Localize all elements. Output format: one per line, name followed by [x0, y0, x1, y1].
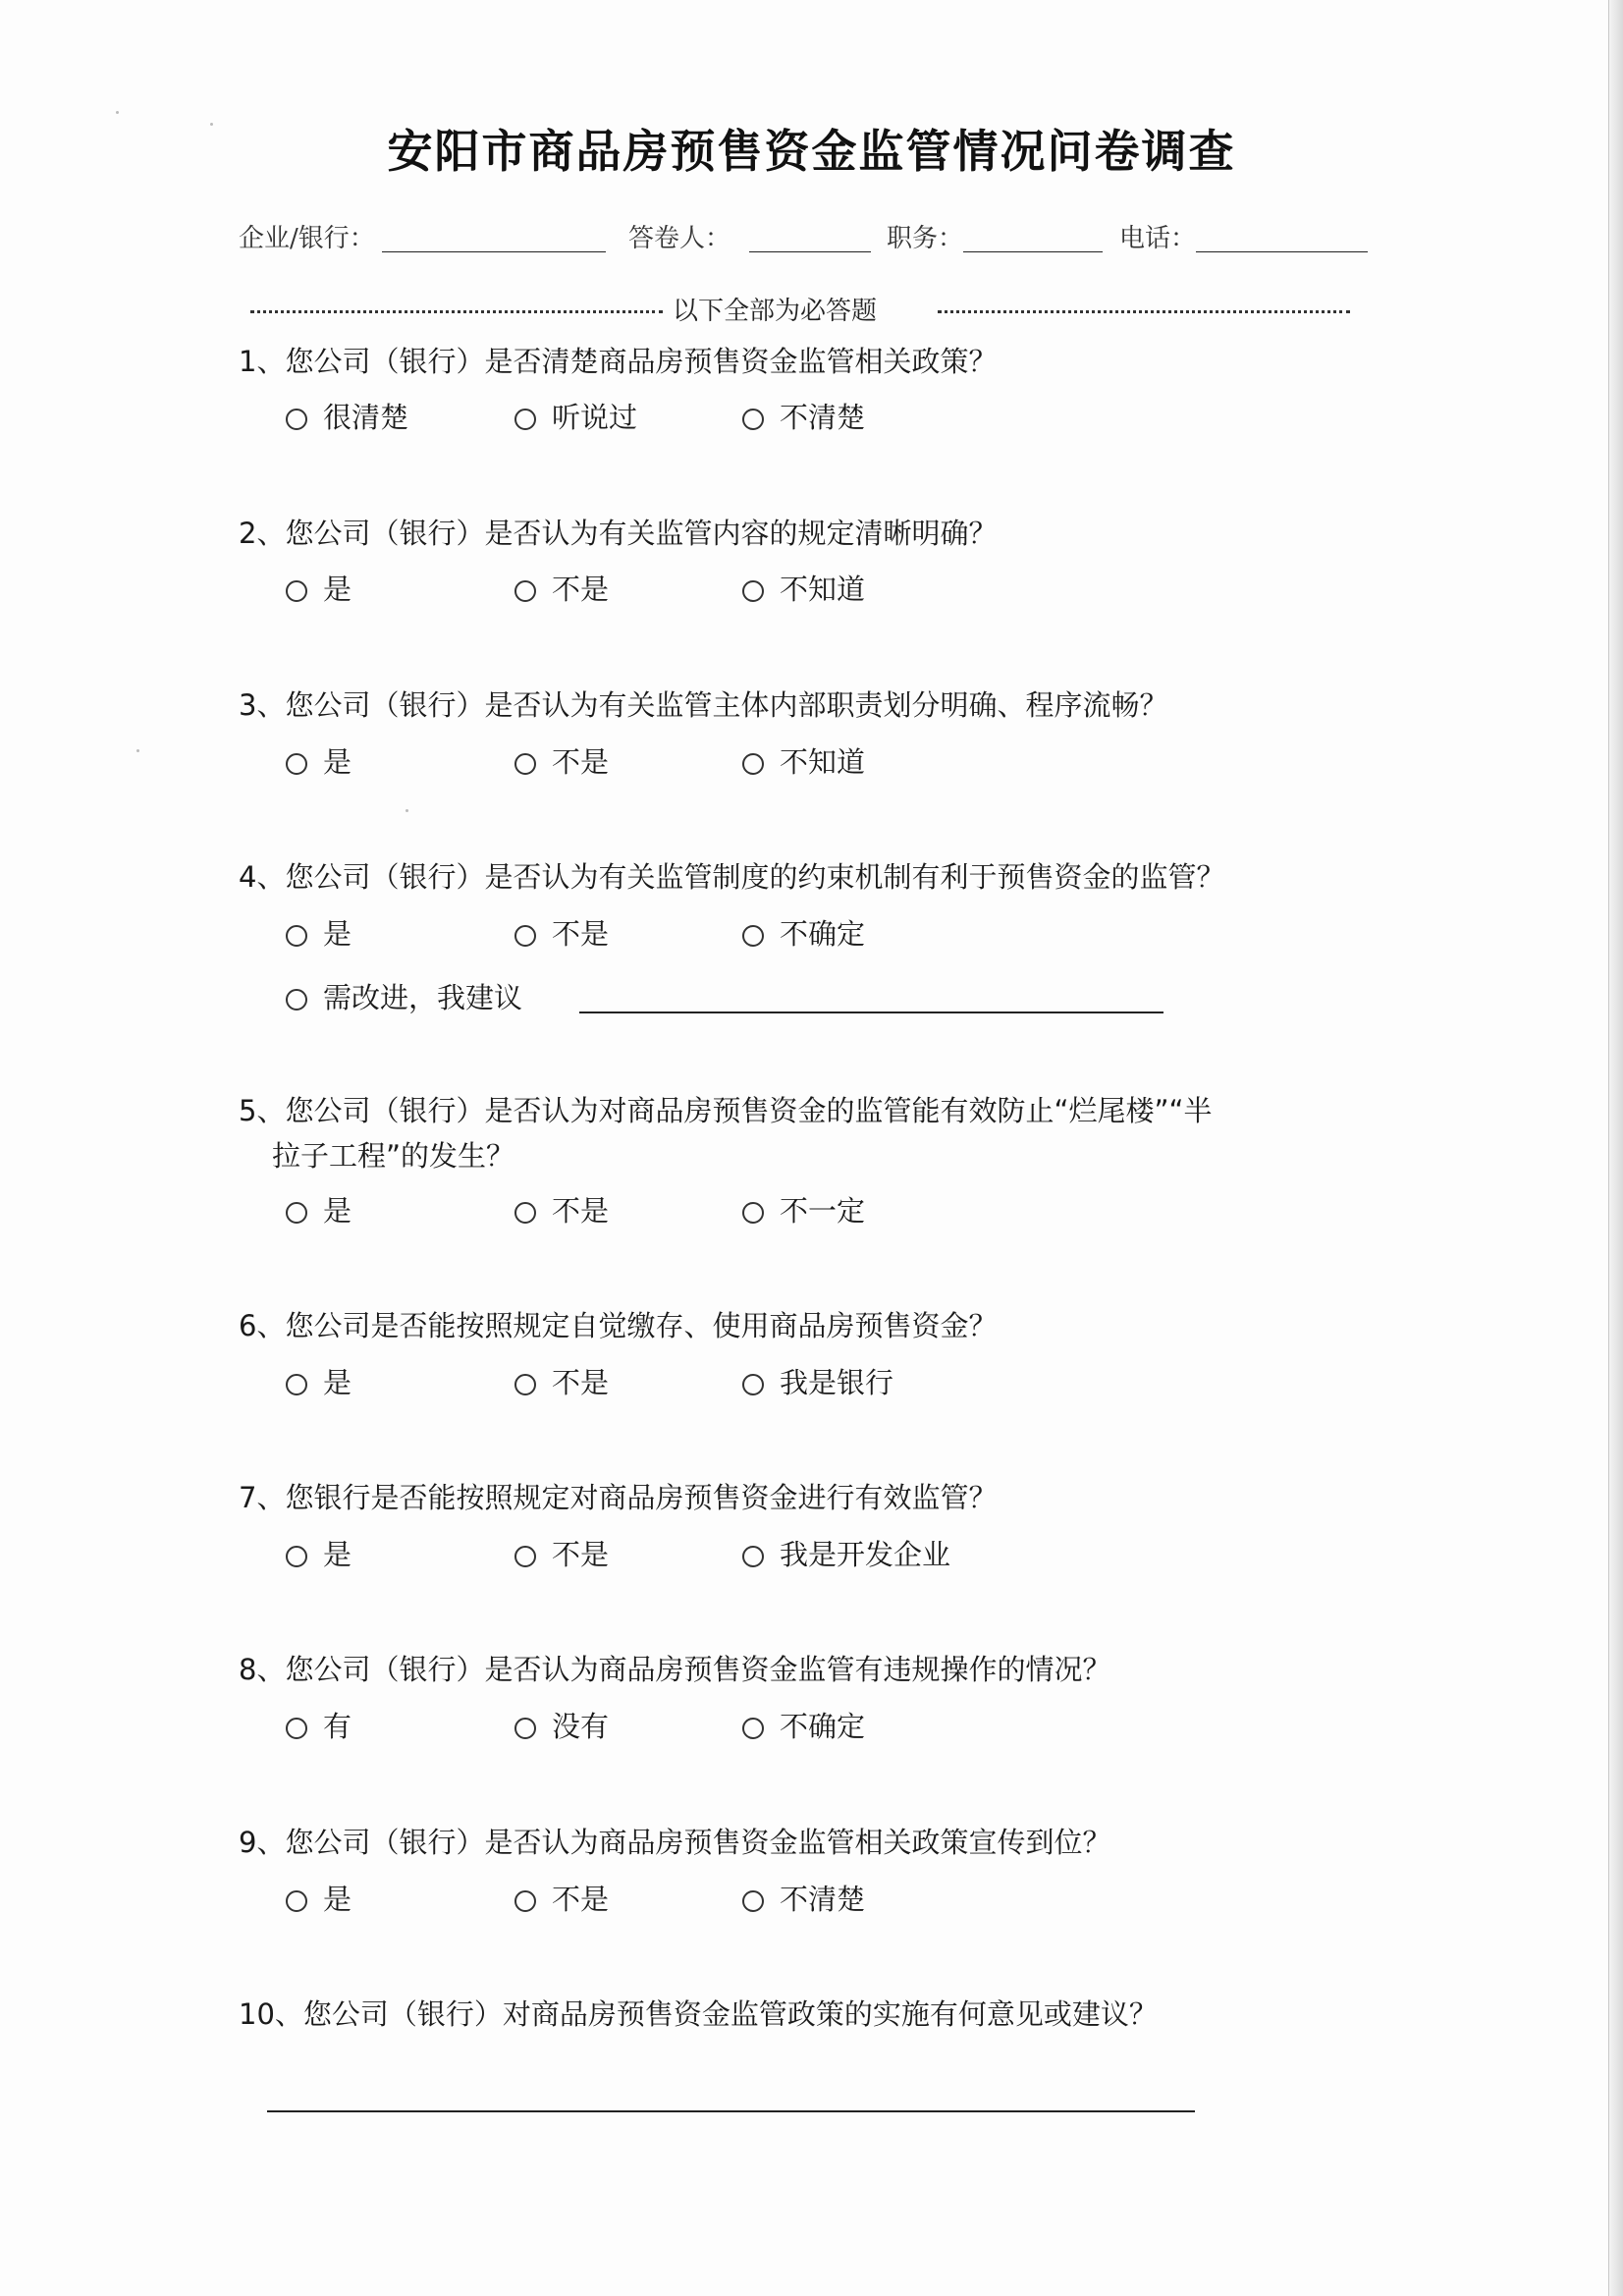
q1-option-3[interactable]: 不清楚 [742, 398, 865, 437]
question-5-line-1: 5、您公司（银行）是否认为对商品房预售资金的监管能有效防止“烂尾楼”“半 [239, 1094, 1213, 1127]
q1-option-2[interactable]: 听说过 [514, 398, 637, 437]
q8-option-3[interactable]: 不确定 [742, 1707, 865, 1746]
q8-option-1[interactable]: 有 [286, 1707, 352, 1746]
page-edge [1608, 0, 1623, 2296]
q3-option-3[interactable]: 不知道 [742, 742, 865, 782]
radio-icon [742, 1374, 764, 1395]
radio-icon [514, 1546, 536, 1567]
q9-option-3[interactable]: 不清楚 [742, 1880, 865, 1919]
radio-icon [286, 925, 307, 947]
question-9: 9、您公司（银行）是否认为商品房预售资金监管相关政策宣传到位？ [239, 1826, 1111, 1859]
company-field[interactable] [382, 251, 606, 252]
company-label: 企业/银行： [239, 224, 375, 253]
radio-icon [742, 409, 764, 430]
question-3: 3、您公司（银行）是否认为有关监管主体内部职责划分明确、程序流畅？ [239, 688, 1168, 722]
question-5-line-2: 拉子工程”的发生？ [272, 1139, 515, 1173]
q8-option-2[interactable]: 没有 [514, 1707, 609, 1746]
question-10: 10、您公司（银行）对商品房预售资金监管政策的实施有何意见或建议？ [239, 1997, 1158, 2031]
question-1: 1、您公司（银行）是否清楚商品房预售资金监管相关政策？ [239, 345, 998, 378]
radio-icon [742, 580, 764, 602]
q4-suggestion-input[interactable] [579, 1011, 1163, 1013]
question-7: 7、您银行是否能按照规定对商品房预售资金进行有效监管？ [239, 1481, 998, 1514]
radio-icon [514, 1718, 536, 1739]
q2-option-1[interactable]: 是 [286, 570, 352, 609]
q7-option-1[interactable]: 是 [286, 1535, 352, 1574]
question-5 [239, 1088, 1368, 1178]
radio-icon [286, 1718, 307, 1739]
radio-icon [742, 1202, 764, 1224]
radio-icon [286, 409, 307, 430]
radio-icon [742, 1546, 764, 1567]
scan-speck [136, 749, 139, 752]
q9-option-1[interactable]: 是 [286, 1880, 352, 1919]
radio-icon [286, 1890, 307, 1912]
question-6: 6、您公司是否能按照规定自觉缴存、使用商品房预售资金？ [239, 1309, 998, 1342]
q3-option-1[interactable]: 是 [286, 742, 352, 782]
radio-icon [286, 1546, 307, 1567]
radio-icon [742, 1890, 764, 1912]
radio-icon [286, 1202, 307, 1224]
question-2: 2、您公司（银行）是否认为有关监管内容的规定清晰明确？ [239, 517, 998, 550]
radio-icon [514, 1374, 536, 1395]
radio-icon [286, 1374, 307, 1395]
q7-option-2[interactable]: 不是 [514, 1535, 609, 1574]
radio-icon [286, 753, 307, 775]
q4-option-2[interactable]: 不是 [514, 914, 609, 954]
q4-option-1[interactable]: 是 [286, 914, 352, 954]
q6-option-2[interactable]: 不是 [514, 1363, 609, 1402]
q2-option-2[interactable]: 不是 [514, 570, 609, 609]
radio-icon [514, 1890, 536, 1912]
respondent-field[interactable] [749, 251, 871, 252]
q9-option-2[interactable]: 不是 [514, 1880, 609, 1919]
radio-icon [514, 753, 536, 775]
q10-answer-input[interactable] [267, 2110, 1195, 2112]
respondent-label: 答卷人： [628, 224, 731, 253]
q6-option-3[interactable]: 我是银行 [742, 1363, 893, 1402]
position-field[interactable] [963, 251, 1103, 252]
q2-option-3[interactable]: 不知道 [742, 570, 865, 609]
radio-icon [742, 925, 764, 947]
q4-option-4[interactable]: 需改进，我建议 [286, 978, 522, 1017]
position-label: 职务： [887, 224, 964, 253]
radio-icon [514, 925, 536, 947]
phone-label: 电话： [1119, 224, 1197, 253]
scan-speck [116, 111, 119, 114]
phone-field[interactable] [1196, 251, 1368, 252]
radio-icon [514, 1202, 536, 1224]
question-4: 4、您公司（银行）是否认为有关监管制度的约束机制有利于预售资金的监管？ [239, 860, 1225, 894]
radio-icon [286, 580, 307, 602]
q1-option-1[interactable]: 很清楚 [286, 398, 408, 437]
dotted-rule-left [250, 310, 663, 313]
question-8: 8、您公司（银行）是否认为商品房预售资金监管有违规操作的情况？ [239, 1653, 1111, 1686]
dotted-rule-right [938, 310, 1350, 313]
radio-icon [286, 989, 307, 1011]
q5-option-3[interactable]: 不一定 [742, 1191, 865, 1230]
respondent-info-row [239, 218, 1368, 257]
radio-icon [742, 753, 764, 775]
scan-speck [406, 809, 408, 812]
required-notice [250, 291, 1350, 326]
required-note: 以下全部为必答题 [673, 297, 878, 326]
q5-option-2[interactable]: 不是 [514, 1191, 609, 1230]
q5-option-1[interactable]: 是 [286, 1191, 352, 1230]
q6-option-1[interactable]: 是 [286, 1363, 352, 1402]
q4-option-3[interactable]: 不确定 [742, 914, 865, 954]
radio-icon [514, 580, 536, 602]
q7-option-3[interactable]: 我是开发企业 [742, 1535, 950, 1574]
q3-option-2[interactable]: 不是 [514, 742, 609, 782]
page-title: 安阳市商品房预售资金监管情况问卷调查 [387, 125, 1236, 178]
radio-icon [742, 1718, 764, 1739]
radio-icon [514, 409, 536, 430]
